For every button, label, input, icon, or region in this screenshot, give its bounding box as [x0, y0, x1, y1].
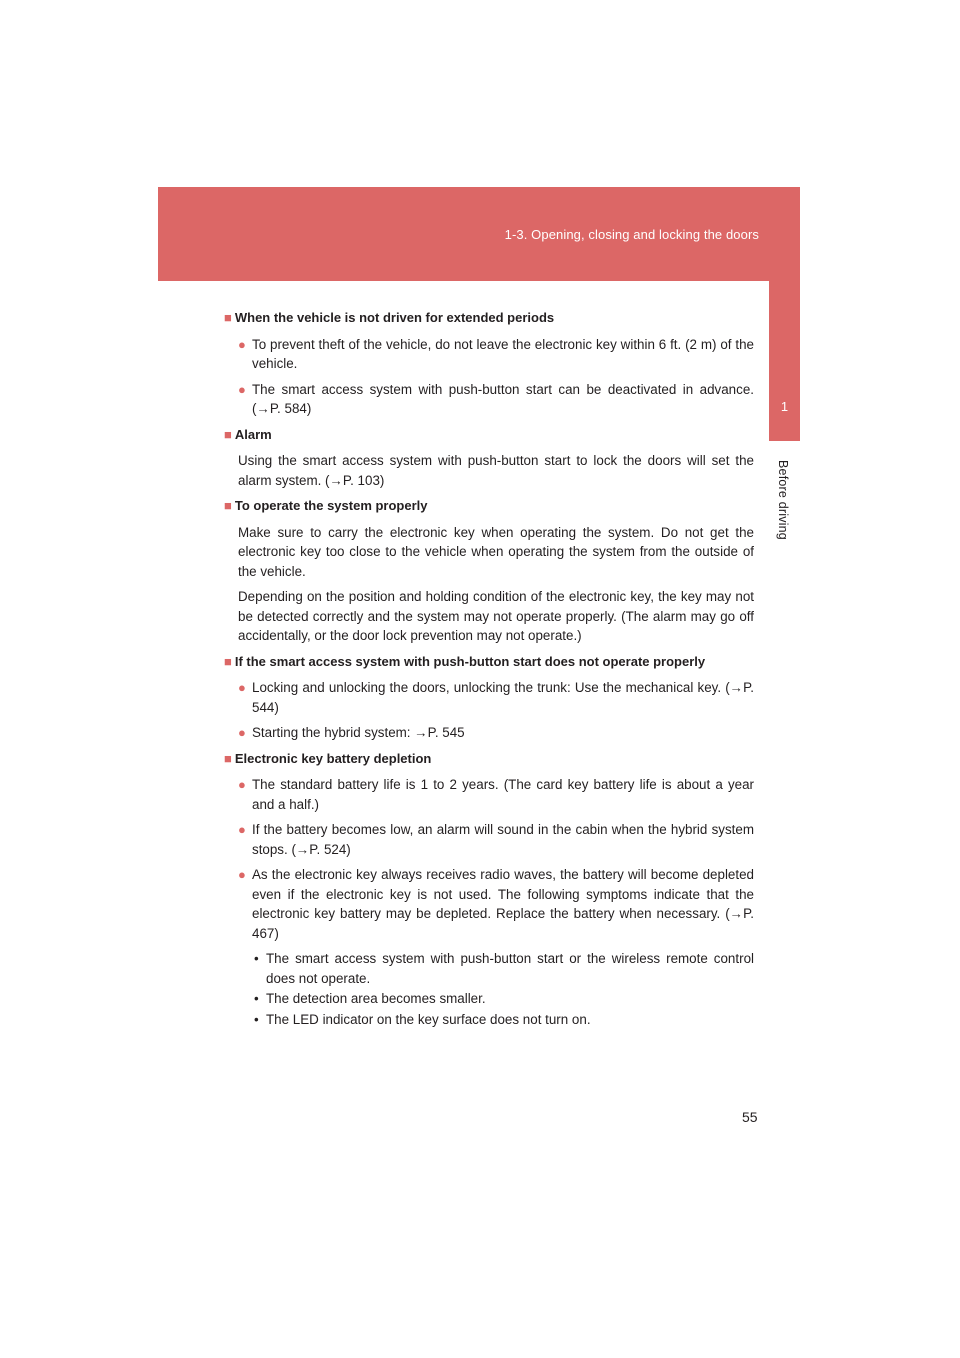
section-heading — [224, 496, 754, 516]
bullet-item — [238, 380, 754, 419]
chapter-side-label: Before driving — [776, 460, 790, 540]
bullet-text: As the electronic key always receives radio waves, the battery will become depleted even if the electronic key is not used. The following symptoms indicate that the electronic key battery may be depleted. Replace the battery when necessary. (→P. 467) — [252, 867, 754, 941]
bullet-text: If the battery becomes low, an alarm will sound in the cabin when the hybrid system stops. (→P. 524) — [252, 822, 754, 857]
dot-bullet-icon: • — [254, 1011, 259, 1027]
circle-bullet-icon: ● — [238, 867, 246, 882]
circle-bullet-icon: ● — [238, 777, 246, 792]
circle-bullet-icon: ● — [238, 680, 246, 695]
sub-list-item — [252, 949, 754, 988]
square-bullet-icon: ■ — [224, 750, 232, 766]
sub-list-item — [252, 1010, 754, 1030]
chapter-tab — [769, 187, 800, 441]
section-heading — [224, 425, 754, 445]
section-heading-text: If the smart access system with push-button start does not operate properly — [234, 653, 706, 669]
paragraph — [238, 587, 754, 646]
circle-bullet-icon: ● — [238, 381, 246, 397]
bullet-item — [238, 335, 754, 374]
dot-bullet-icon: • — [254, 951, 259, 966]
section-heading — [224, 749, 754, 769]
section-heading — [224, 308, 754, 328]
bullet-item — [238, 678, 754, 717]
header-band — [158, 187, 800, 281]
paragraph-text: Using the smart access system with push-button start to lock the doors will set the alarm system. (→P. 103) — [238, 453, 754, 488]
circle-bullet-icon: ● — [238, 336, 246, 352]
bullet-text: To prevent theft of the vehicle, do not leave the electronic key within 6 ft. (2 m) of the vehicle. — [252, 336, 754, 371]
paragraph — [238, 451, 754, 490]
paragraph-text: Make sure to carry the electronic key when operating the system. Do not get the electronic key too close to the vehicle when operating the system from the outside of the vehicle. — [238, 524, 754, 579]
sub-list-text: The detection area becomes smaller. — [266, 991, 486, 1006]
section-heading-text: Alarm — [234, 426, 272, 442]
bullet-text: Starting the hybrid system: →P. 545 — [252, 725, 465, 740]
bullet-item — [238, 723, 754, 743]
section-heading-text: Electronic key battery depletion — [234, 750, 432, 766]
paragraph-text: Depending on the position and holding condition of the electronic key, the key may not be detected correctly and the system may not operate properly. (The alarm may go off accidentally, or the door lock prevention may not operate.) — [238, 589, 754, 643]
bullet-item — [238, 865, 754, 943]
square-bullet-icon: ■ — [224, 426, 232, 442]
bullet-text: The smart access system with push-button start can be deactivated in advance. (→P. 584) — [252, 381, 754, 416]
bullet-text: Locking and unlocking the doors, unlocking the trunk: Use the mechanical key. (→P. 544) — [252, 680, 754, 715]
circle-bullet-icon: ● — [238, 822, 246, 837]
square-bullet-icon: ■ — [224, 498, 232, 513]
page-content — [224, 308, 754, 1030]
paragraph — [238, 523, 754, 582]
section-title: 1-3. Opening, closing and locking the doors — [504, 227, 759, 242]
sub-list-item — [252, 989, 754, 1009]
dot-bullet-icon: • — [254, 991, 259, 1006]
page-number: 55 — [742, 1109, 758, 1125]
chapter-number: 1 — [780, 399, 789, 414]
circle-bullet-icon: ● — [238, 725, 246, 740]
section-heading — [224, 652, 754, 672]
section-heading-text: When the vehicle is not driven for extended periods — [234, 310, 555, 325]
bullet-item — [238, 775, 754, 814]
square-bullet-icon: ■ — [224, 653, 232, 669]
bullet-item — [238, 820, 754, 859]
sub-list-text: The smart access system with push-button start or the wireless remote control does not operate. — [266, 951, 754, 986]
square-bullet-icon: ■ — [224, 310, 232, 325]
sub-list-text: The LED indicator on the key surface does not turn on. — [266, 1011, 591, 1027]
section-heading-text: To operate the system properly — [234, 498, 428, 513]
bullet-text: The standard battery life is 1 to 2 years. (The card key battery life is about a year and a half.) — [252, 777, 754, 812]
